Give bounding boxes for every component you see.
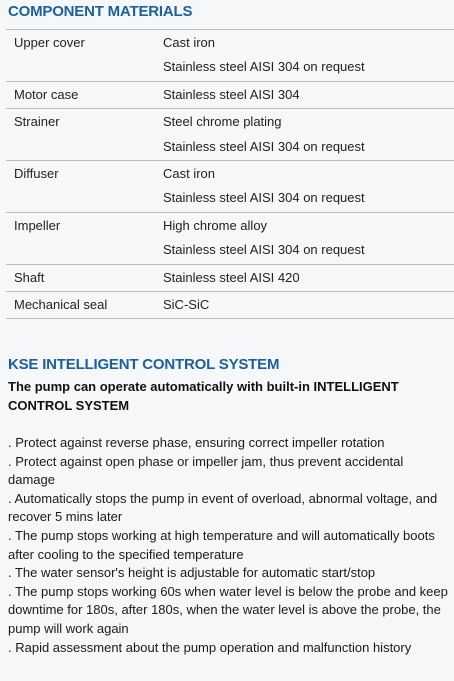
feature-item: . The pump stops working at high temperature and will automatically boots after cooling to the specified temperature xyxy=(8,527,435,562)
component-name xyxy=(6,264,161,291)
component-label: Shaft xyxy=(14,269,45,285)
feature-list xyxy=(8,434,452,657)
feature-item: . Automatically stops the pump in event of overload, abnormal voltage, and recover 5 mins later xyxy=(8,490,438,525)
material-label: Stainless steel AISI 304 xyxy=(163,86,300,102)
component-label: Upper cover xyxy=(14,35,85,50)
table-row xyxy=(6,30,454,82)
material-label: Steel chrome plating xyxy=(163,114,282,130)
material-label: Stainless steel AISI 420 xyxy=(163,269,300,285)
control-system-title: KSE INTELLIGENT CONTROL SYSTEM xyxy=(8,356,280,373)
component-materials xyxy=(161,291,454,318)
feature-item: . The water sensor's height is adjustable for automatic start/stop xyxy=(8,565,376,581)
component-name xyxy=(6,160,161,212)
materials-table xyxy=(6,29,454,319)
material-label: Cast iron xyxy=(163,165,216,181)
component-label: Diffuser xyxy=(14,165,59,181)
table-row xyxy=(6,264,454,291)
component-materials-title: COMPONENT MATERIALS xyxy=(8,3,193,20)
table-row xyxy=(6,212,454,264)
material-label: High chrome alloy xyxy=(163,217,268,233)
material-label: Stainless steel AISI 304 on request xyxy=(163,138,365,154)
feature-item: . Protect against open phase or impeller jam, thus prevent accidental damage xyxy=(8,453,404,488)
component-name xyxy=(6,109,161,161)
component-materials xyxy=(161,160,454,212)
table-row xyxy=(6,81,454,108)
material-label: SiC-SiC xyxy=(163,296,210,312)
component-materials xyxy=(161,81,454,108)
feature-item: . The pump stops working 60s when water level is below the probe and keep downtime for 180s, after 180s, when the water level is above the probe, the pump will work again xyxy=(8,583,448,636)
feature-item: . Protect against reverse phase, ensuring correct impeller rotation xyxy=(8,435,385,450)
component-label: Mechanical seal xyxy=(14,296,108,312)
component-materials xyxy=(161,30,454,82)
table-row xyxy=(6,291,454,318)
table-row xyxy=(6,109,454,161)
component-label: Strainer xyxy=(14,114,60,130)
material-label: Cast iron xyxy=(163,35,216,50)
feature-item: . Rapid assessment about the pump operation and malfunction history xyxy=(8,639,412,655)
component-name xyxy=(6,291,161,318)
component-name xyxy=(6,212,161,264)
material-label: Stainless steel AISI 304 on request xyxy=(163,242,365,258)
material-label: Stainless steel AISI 304 on request xyxy=(163,190,365,206)
component-materials xyxy=(161,109,454,161)
material-label: Stainless steel AISI 304 on request xyxy=(163,59,365,75)
component-label: Impeller xyxy=(14,217,61,233)
component-name xyxy=(6,30,161,82)
component-materials xyxy=(161,212,454,264)
component-label: Motor case xyxy=(14,86,79,102)
component-materials xyxy=(161,264,454,291)
table-row xyxy=(6,160,454,212)
component-name xyxy=(6,81,161,108)
control-system-subtitle: The pump can operate automatically with built-in INTELLIGENT CONTROL SYSTEM xyxy=(8,379,399,413)
